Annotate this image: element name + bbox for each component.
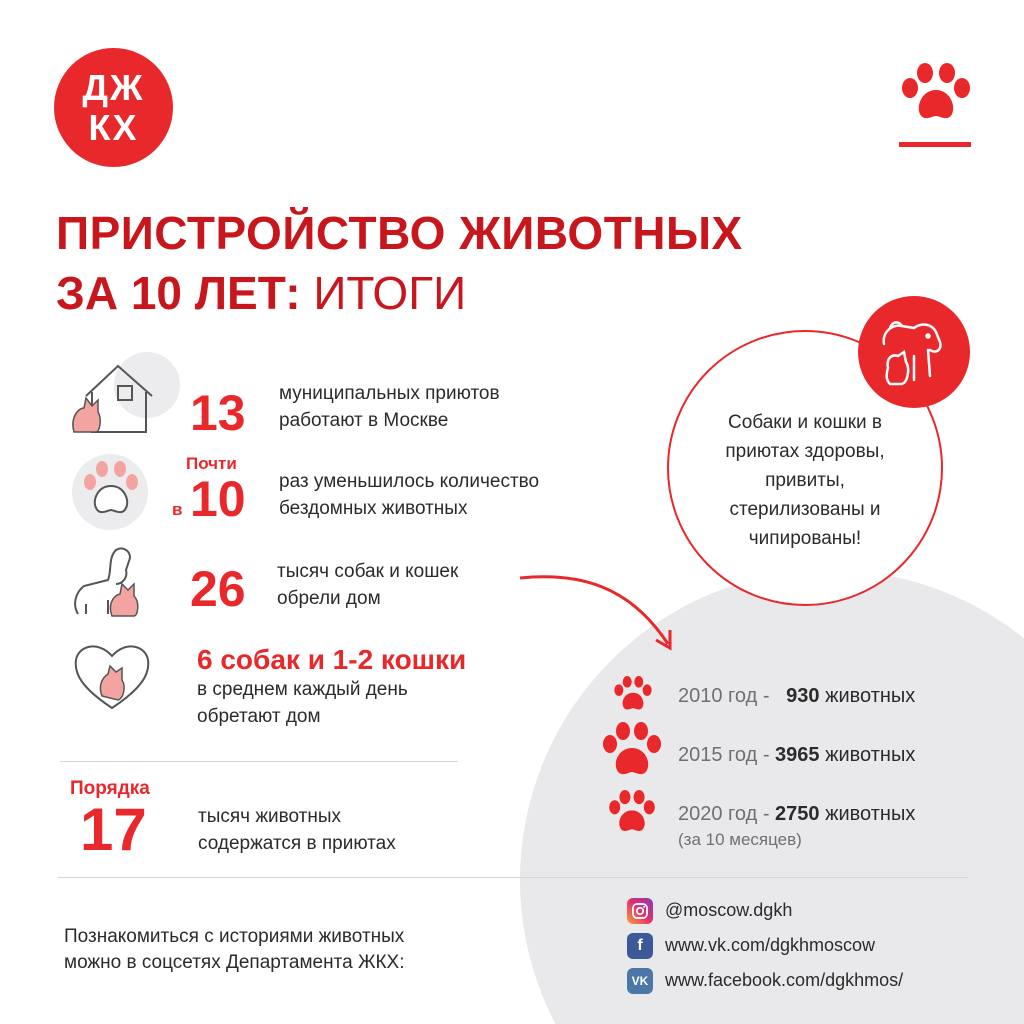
logo-line-1: ДЖ [82, 66, 145, 108]
social-link[interactable]: www.vk.com/dgkhmoscow [665, 935, 876, 955]
dog-cat-outline-icon [68, 544, 158, 620]
footer-text [64, 924, 405, 976]
footer-text-line: Познакомиться с историями животных [64, 926, 405, 947]
stat-description [279, 380, 500, 434]
paw-icon [607, 790, 657, 834]
stat-description-line: в среднем каждый день [197, 679, 408, 700]
stat-description [197, 676, 408, 730]
info-text: Собаки и кошки в приютах здоровы, привиты, стерилизованы и чипированы! [725, 411, 885, 549]
house-cat-icon [66, 358, 158, 436]
paw-underline [899, 142, 971, 147]
instagram-icon[interactable] [627, 898, 653, 924]
divider [58, 877, 968, 878]
page-title-line-1: ПРИСТРОЙСТВО ЖИВОТНЫХ [56, 207, 743, 259]
year-value: 3965 [775, 744, 820, 766]
year-note: (за 10 месяцев) [678, 830, 802, 849]
stat-number: 13 [190, 385, 246, 441]
paw-icon [601, 722, 663, 778]
stat-prefix: Почти [186, 454, 237, 473]
stat-description [279, 468, 539, 522]
stat-number: 10 [190, 471, 246, 527]
stat-description-line: бездомных животных [279, 498, 468, 519]
stat-description-line: содержатся в приютах [198, 833, 396, 854]
stat-description-line: обрели дом [277, 588, 381, 609]
page-title-line-2 [56, 266, 466, 320]
year-row [678, 685, 915, 708]
year-unit: животных [825, 803, 916, 825]
paw-icon [613, 676, 653, 712]
title-bold-part: ЗА 10 ЛЕТ: [56, 267, 301, 319]
dog-cat-icon [858, 296, 970, 408]
year-row [678, 803, 915, 826]
logo-line-2: КХ [88, 106, 139, 148]
year-unit: животных [825, 685, 916, 707]
stat-number: 6 собак и 1-2 кошки [197, 644, 467, 675]
year-unit: животных [825, 744, 916, 766]
paw-icon [900, 62, 972, 124]
shelter-prefix: Порядка [70, 778, 150, 799]
year-label: 2015 год - [678, 744, 770, 766]
paw-outline-icon [80, 458, 142, 520]
shelter-number: 17 [80, 796, 147, 863]
shelter-description [198, 803, 396, 857]
vk-icon[interactable]: VK [627, 968, 653, 994]
stat-description [277, 558, 458, 612]
stat-number: 26 [190, 561, 246, 617]
social-link[interactable]: www.facebook.com/dgkhmos/ [665, 970, 904, 990]
title-regular-part: ИТОГИ [313, 267, 467, 319]
year-label: 2010 год - [678, 685, 770, 707]
social-link[interactable]: @moscow.dgkh [665, 900, 793, 920]
stat-description-line: работают в Москве [279, 410, 449, 431]
pets-badge [858, 296, 970, 408]
stat-description-line: раз уменьшилось количество [279, 471, 540, 492]
stat-description-line: тысяч собак и кошек [277, 561, 459, 582]
divider [60, 761, 458, 762]
facebook-icon[interactable]: f [627, 933, 653, 959]
stat-description-line: обретают дом [197, 706, 321, 727]
footer-text-line: можно в соцсетях Департамента ЖКХ: [64, 952, 405, 973]
arrow-icon [510, 566, 680, 656]
stat-description-line: муниципальных приютов [279, 383, 500, 404]
year-value: 2750 [775, 803, 820, 825]
year-label: 2020 год - [678, 803, 770, 825]
stat-prefix-left: в [172, 500, 183, 519]
heart-pets-icon [72, 640, 152, 712]
year-value: 930 [786, 685, 820, 707]
dgkh-logo [54, 48, 173, 167]
stat-description-line: тысяч животных [198, 806, 342, 827]
year-row [678, 744, 915, 767]
